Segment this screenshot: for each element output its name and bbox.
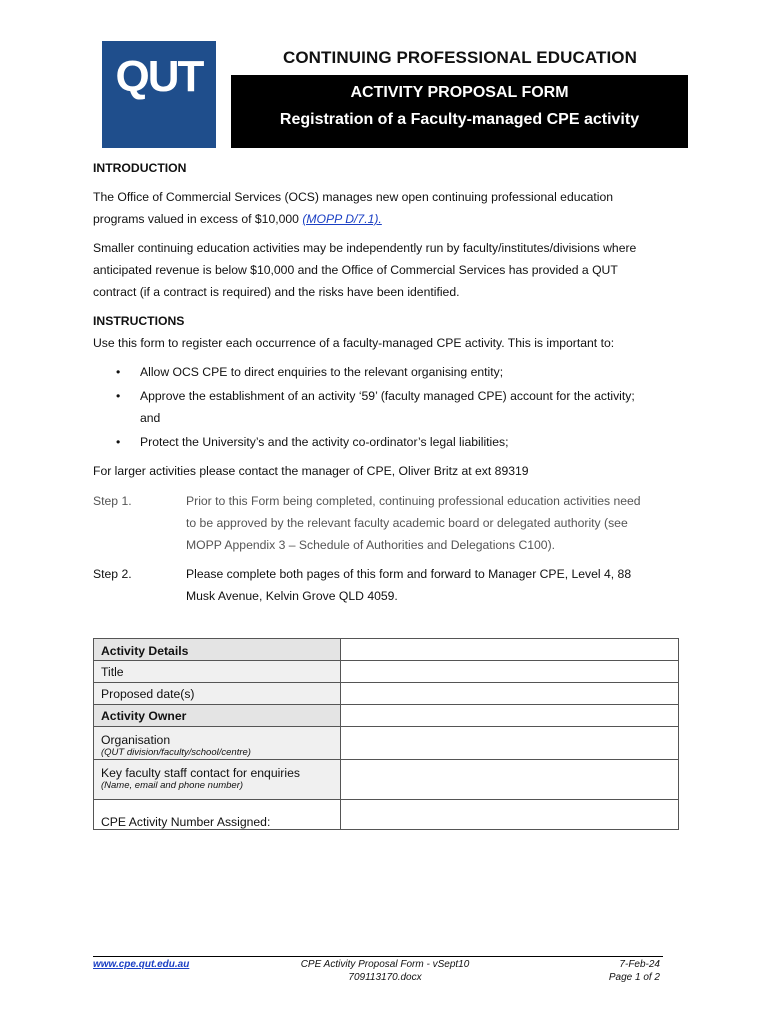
- step-label: Step 2.: [93, 567, 132, 581]
- organisation-label-text: Organisation: [101, 733, 171, 747]
- activity-number-label: CPE Activity Number Assigned:: [94, 800, 341, 830]
- intro-p1-line1: The Office of Commercial Services (OCS) manages new open continuing professional education: [93, 190, 614, 204]
- bullet-icon: •: [116, 365, 121, 379]
- organisation-hint: (QUT division/faculty/school/centre): [101, 747, 251, 758]
- mopp-link[interactable]: (MOPP D/7.1).: [302, 212, 382, 226]
- step-text: [186, 563, 676, 607]
- contact-label-text: Key faculty staff contact for enquiries: [101, 766, 300, 780]
- bullet-text: Protect the University’s and the activity co-ordinator’s legal liabilities;: [140, 435, 509, 449]
- step-line: MOPP Appendix 3 – Schedule of Authorities and Delegations C100).: [186, 538, 556, 552]
- activity-number-field[interactable]: [341, 800, 679, 830]
- bullet-text-line2: and: [140, 411, 161, 425]
- svg-text:QUT: QUT: [115, 52, 203, 101]
- intro-p2-line3: contract (if a contract is required) and the risks have been identified.: [93, 285, 460, 299]
- table-row: [94, 683, 679, 705]
- organisation-label: [94, 727, 341, 760]
- contact-paragraph: For larger activities please contact the manager of CPE, Oliver Britz at ext 89319: [93, 464, 529, 478]
- intro-paragraph-1: [93, 186, 683, 230]
- step-line: Musk Avenue, Kelvin Grove QLD 4059.: [186, 589, 398, 603]
- page-title: CONTINUING PROFESSIONAL EDUCATION: [282, 48, 638, 67]
- intro-p1-line2: [93, 208, 683, 230]
- footer-page-number: Page 1 of 2: [608, 972, 660, 983]
- contact-label: [94, 760, 341, 800]
- intro-paragraph-2: [93, 237, 683, 303]
- instructions-paragraph: Use this form to register each occurrence of a faculty-managed CPE activity. This is important to:: [93, 336, 615, 350]
- intro-p2-line1: Smaller continuing education activities may be independently run by faculty/institutes/divisions where: [93, 241, 637, 255]
- bullet-icon: •: [116, 389, 121, 403]
- table-row: [94, 705, 679, 727]
- step-line: Prior to this Form being completed, continuing professional education activities need: [186, 494, 641, 508]
- table-row: [94, 639, 679, 661]
- intro-p2-line2: anticipated revenue is below $10,000 and the Office of Commercial Services has provided a QUT: [93, 263, 618, 277]
- bullet-text: Allow OCS CPE to direct enquiries to the relevant organising entity;: [140, 365, 504, 379]
- section-activity-details: Activity Details: [94, 639, 341, 661]
- footer-center: [270, 958, 500, 984]
- form-title-box: [231, 75, 688, 148]
- intro-p1-text: programs valued in excess of $10,000: [93, 212, 303, 226]
- footer-divider: [93, 956, 663, 957]
- form-title: ACTIVITY PROPOSAL FORM: [350, 84, 569, 101]
- step-text: [186, 490, 676, 556]
- website-link[interactable]: www.cpe.qut.edu.au: [93, 959, 190, 970]
- form-subtitle: Registration of a Faculty-managed CPE activity: [279, 111, 640, 128]
- proposed-dates-label: Proposed date(s): [94, 683, 341, 705]
- footer-website: [93, 958, 189, 971]
- step-label: Step 1.: [93, 494, 132, 508]
- bullet-text: [140, 385, 680, 429]
- footer-right: [540, 958, 660, 984]
- table-row: [94, 760, 679, 800]
- table-row: [94, 800, 679, 830]
- intro-heading: INTRODUCTION: [93, 161, 187, 175]
- organisation-field[interactable]: [341, 727, 679, 760]
- section-activity-owner: Activity Owner: [94, 705, 341, 727]
- contact-hint: (Name, email and phone number): [101, 780, 244, 791]
- instructions-heading: INSTRUCTIONS: [93, 314, 185, 328]
- title-field[interactable]: [341, 661, 679, 683]
- table-row: [94, 727, 679, 760]
- footer-form-name: CPE Activity Proposal Form - vSept10: [300, 959, 470, 970]
- activity-details-value: [341, 639, 679, 661]
- bullet-text-line1: Approve the establishment of an activity ‘59’ (faculty managed CPE) account for the activity;: [140, 389, 635, 403]
- footer-file-name: 709113170.docx: [348, 972, 422, 983]
- step-line: to be approved by the relevant faculty academic board or delegated authority (see: [186, 516, 628, 530]
- step-line: Please complete both pages of this form and forward to Manager CPE, Level 4, 88: [186, 567, 632, 581]
- proposed-dates-field[interactable]: [341, 683, 679, 705]
- activity-owner-value: [341, 705, 679, 727]
- table-row: [94, 661, 679, 683]
- contact-field[interactable]: [341, 760, 679, 800]
- title-label: Title: [94, 661, 341, 683]
- qut-logo: [102, 41, 216, 148]
- bullet-icon: •: [116, 435, 121, 449]
- activity-details-table: [93, 638, 679, 830]
- footer-date: 7-Feb-24: [619, 959, 660, 970]
